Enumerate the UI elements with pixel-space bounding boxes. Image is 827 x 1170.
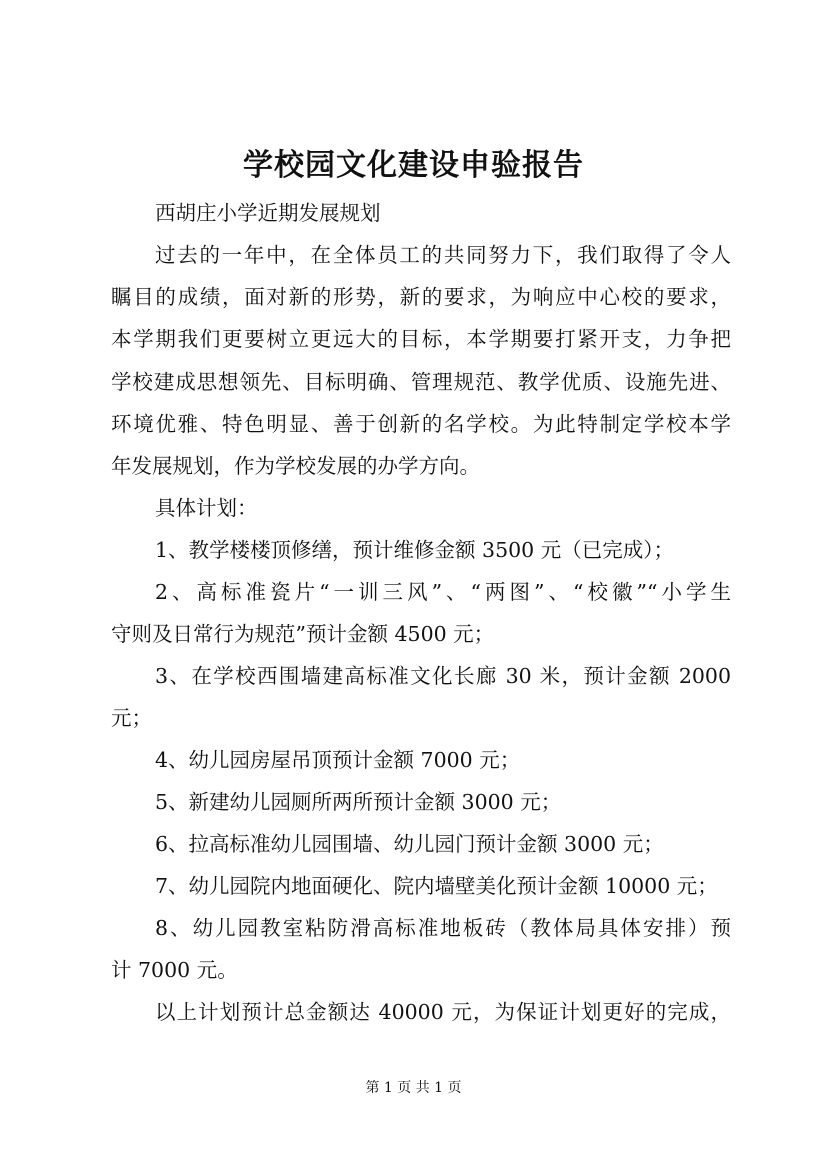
- document-title: 学校园文化建设申验报告: [243, 148, 584, 183]
- plan-heading: 具体计划：: [155, 496, 258, 520]
- plan-item: 5、新建幼儿园厕所两所预计金额 3000 元；: [155, 790, 562, 814]
- page-footer: 第 1 页 共 1 页: [365, 1080, 462, 1096]
- plan-item: 4、幼儿园房屋吊顶预计金额 7000 元；: [155, 748, 521, 772]
- plan-item: 6、拉高标准幼儿园围墙、幼儿园门预计金额 3000 元；: [155, 832, 664, 856]
- plan-item-continuation: 元；: [111, 706, 152, 730]
- paragraph-line: 以上计划预计总金额达 40000 元，为保证计划更好的完成，: [155, 1000, 731, 1024]
- paragraph-line: 环境优雅、特色明显、善于创新的名学校。为此特制定学校本学: [111, 412, 731, 436]
- paragraph-line: 过去的一年中，在全体员工的共同努力下，我们取得了令人: [155, 243, 731, 267]
- plan-item: 3、在学校西围墙建高标准文化长廊 30 米，预计金额 2000: [155, 664, 731, 688]
- plan-item-continuation: 守则及日常行为规范”预计金额 4500 元；: [111, 622, 495, 646]
- plan-item: 2、高标准瓷片“一训三风”、“两图”、“校徽”“小学生: [155, 580, 731, 604]
- paragraph-line: 年发展规划，作为学校发展的办学方向。: [111, 454, 480, 478]
- plan-item-continuation: 计 7000 元。: [111, 958, 238, 982]
- plan-item: 1、教学楼楼顶修缮，预计维修金额 3500 元（已完成）；: [155, 538, 674, 562]
- plan-item: 8、幼儿园教室粘防滑高标准地板砖（教体局具体安排）预: [155, 916, 731, 940]
- paragraph-line: 学校建成思想领先、目标明确、管理规范、教学优质、设施先进、: [111, 370, 731, 394]
- paragraph-line: 瞩目的成绩，面对新的形势，新的要求，为响应中心校的要求，: [111, 285, 731, 309]
- plan-item: 7、幼儿园院内地面硬化、院内墙壁美化预计金额 10000 元；: [155, 874, 718, 898]
- paragraph-line: 本学期我们更要树立更远大的目标，本学期要打紧开支，力争把: [111, 327, 731, 351]
- section-heading: 西胡庄小学近期发展规划: [155, 201, 381, 225]
